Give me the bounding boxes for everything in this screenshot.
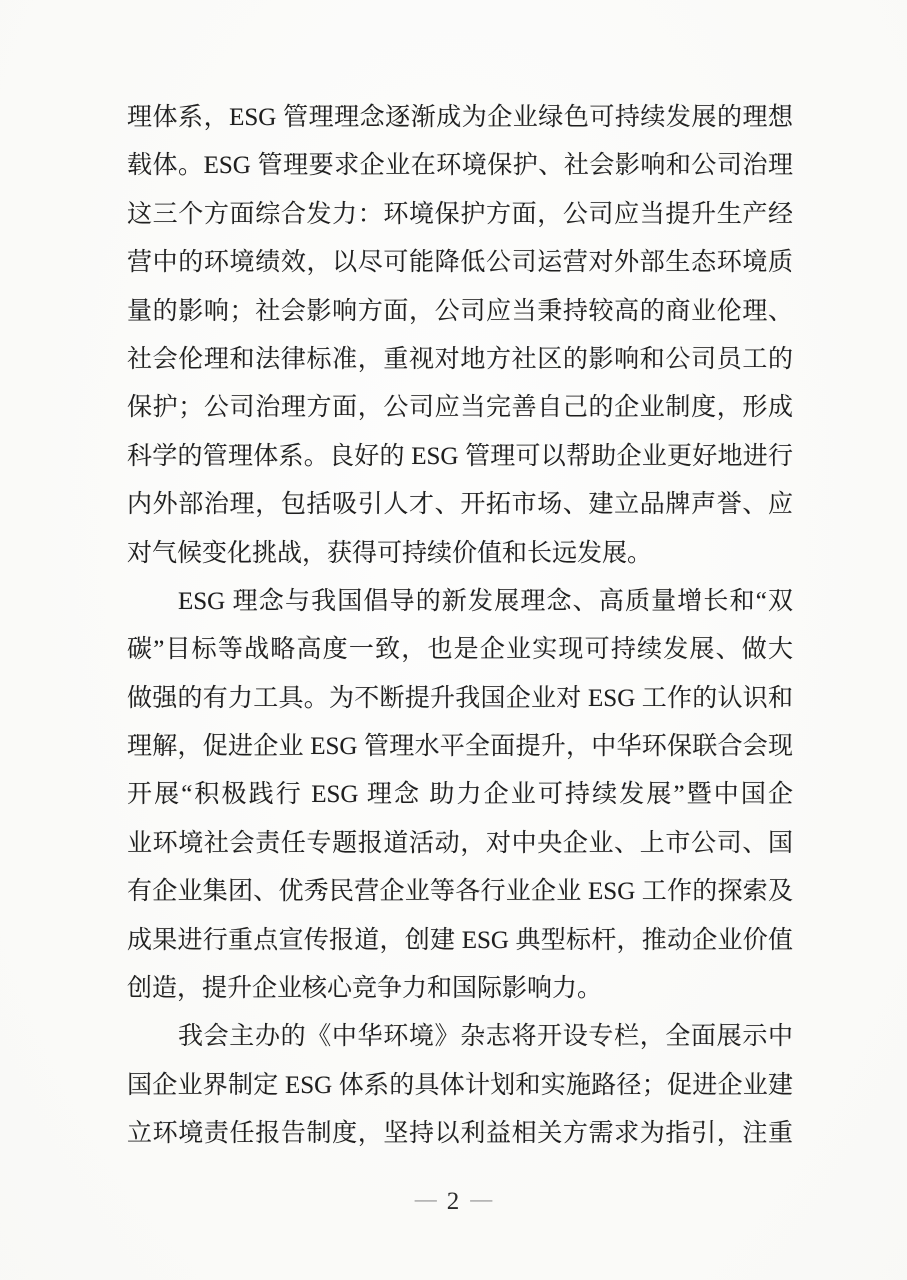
text-line: 内外部治理，包括吸引人才、开拓市场、建立品牌声誉、应 xyxy=(127,491,793,519)
text-line: 国企业界制定 ESG 体系的具体计划和实施路径；促进企业建 xyxy=(127,1071,793,1099)
text-line: 碳”目标等战略高度一致，也是企业实现可持续发展、做大 xyxy=(127,636,793,664)
text-line: 保护；公司治理方面，公司应当完善自己的企业制度，形成 xyxy=(127,394,793,422)
page-number: 2 xyxy=(446,1188,461,1215)
document-body xyxy=(127,94,793,1159)
text-line: 立环境责任报告制度，坚持以利益相关方需求为指引，注重 xyxy=(127,1120,793,1148)
text-line: ESG 理念与我国倡导的新发展理念、高质量增长和“双 xyxy=(178,587,793,615)
text-line: 开展“积极践行 ESG 理念 助力企业可持续发展”暨中国企 xyxy=(127,781,793,809)
footer-dash-left: — xyxy=(414,1186,437,1211)
text-line: 这三个方面综合发力：环境保护方面，公司应当提升生产经 xyxy=(127,200,793,228)
text-line: 有企业集团、优秀民营企业等各行业企业 ESG 工作的探索及 xyxy=(127,878,793,906)
text-line: 成果进行重点宣传报道，创建 ESG 典型标杆，推动企业价值 xyxy=(127,926,793,954)
text-line: 营中的环境绩效，以尽可能降低公司运营对外部生态环境质 xyxy=(127,249,793,277)
text-line: 创造，提升企业核心竞争力和国际影响力。 xyxy=(127,975,603,1003)
text-line: 做强的有力工具。为不断提升我国企业对 ESG 工作的认识和 xyxy=(127,684,793,712)
text-line: 社会伦理和法律标准，重视对地方社区的影响和公司员工的 xyxy=(127,345,793,373)
text-line: 科学的管理体系。良好的 ESG 管理可以帮助企业更好地进行 xyxy=(127,442,793,470)
text-line: 理体系，ESG 管理理念逐渐成为企业绿色可持续发展的理想 xyxy=(127,104,793,131)
text-line: 载体。ESG 管理要求企业在环境保护、社会影响和公司治理 xyxy=(127,152,793,180)
text-line: 我会主办的《中华环境》杂志将开设专栏，全面展示中 xyxy=(178,1023,793,1051)
page-footer xyxy=(0,1188,907,1216)
text-line: 量的影响；社会影响方面，公司应当秉持较高的商业伦理、 xyxy=(127,297,793,325)
text-line: 业环境社会责任专题报道活动，对中央企业、上市公司、国 xyxy=(127,829,793,857)
footer-dash-right: — xyxy=(470,1186,493,1211)
text-line: 理解，促进企业 ESG 管理水平全面提升，中华环保联合会现 xyxy=(127,733,793,761)
text-line: 对气候变化挑战，获得可持续价值和长远发展。 xyxy=(127,539,653,567)
